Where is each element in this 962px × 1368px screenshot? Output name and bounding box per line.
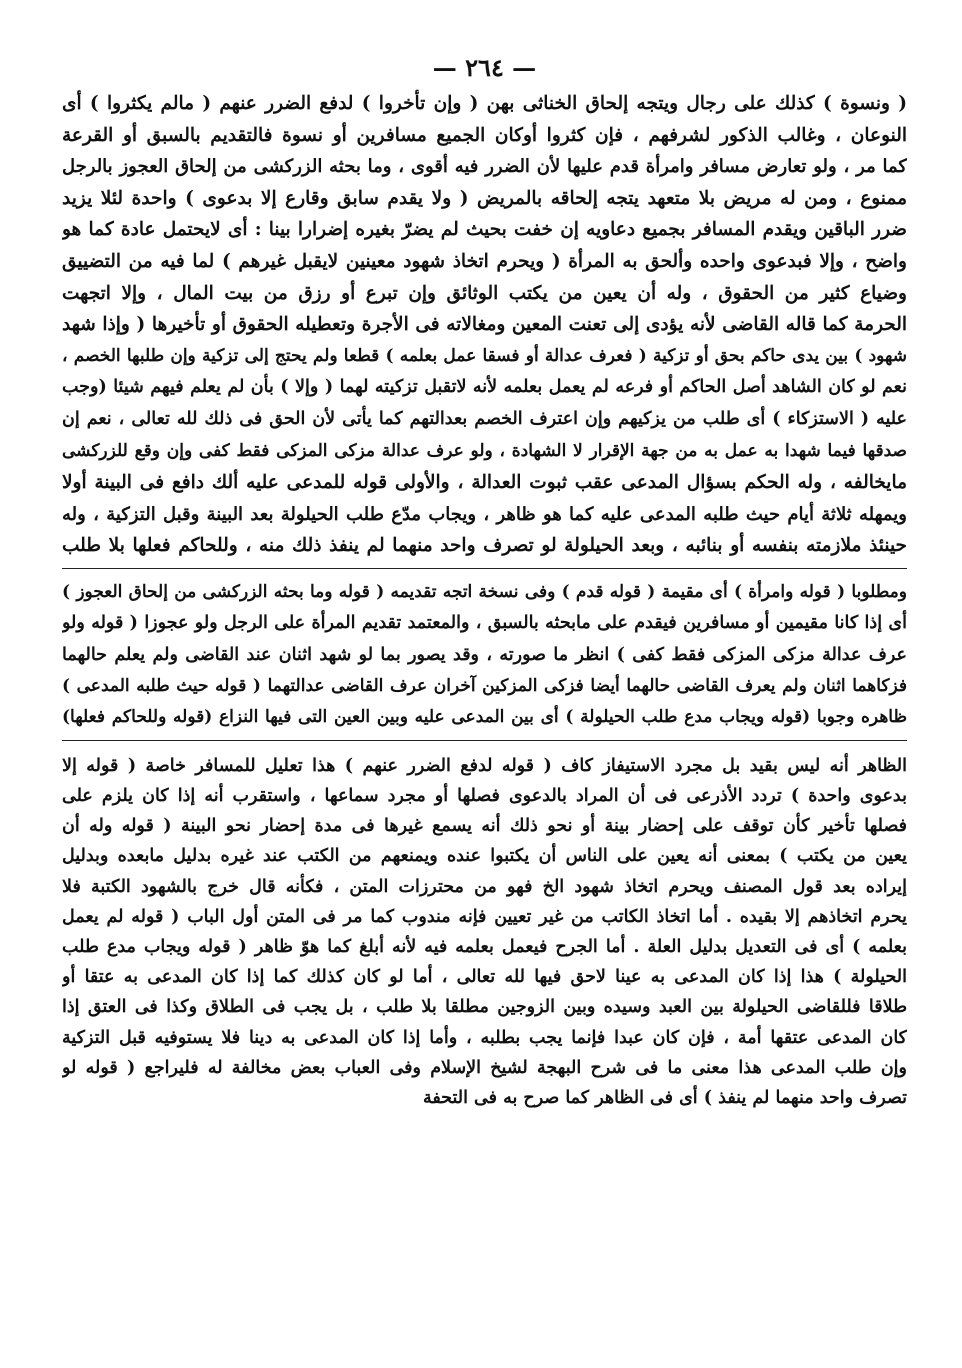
commentary-line: إيراده بعد قول المصنف ويحرم اتخاذ شهود الخ فهو من محترزات المتن ، فكأنه قال خرج بالشهود الكتبة فلا [62, 876, 907, 897]
main-text-line: ممنوع ، ومن له مريض بلا متعهد يتجه إلحاقه بالمريض ( ولا يقدم سابق وقارع إلا بدعوى ) واحدة لئلا يزيد [62, 187, 907, 209]
commentary-line: الظاهر أنه ليس بقيد بل مجرد الاستيفاز كاف ( قوله لدفع الضرر عنهم ) هذا تعليل للمسافر خاصة ( قوله إلا [62, 755, 907, 776]
main-text-line: مايخالفه ، وله الحكم بسؤال المدعى عقب ثبوت العدالة ، والأولى قوله للمدعى عليه ألك دافع فى البينة أولا [62, 472, 907, 494]
main-text-line: النوعان ، وغالب الذكور لشرفهم ، فإن كثروا أوكان الجميع مسافرين أو نسوة فالتقديم بالسبق أو القرعة [62, 124, 907, 146]
main-text-line: ويمهله ثلاثة أيام حيث طلبه المدعى عليه كما هو ظاهر ، ويجاب مدّع طلب الحيلولة بعد البينة وقبل التزكية ، وله [62, 503, 907, 525]
main-text-line: واضح ، وإلا فبدعوى واحده وألحق به المرأة ( ويحرم اتخاذ شهود معينين لايقبل غيرهم ) لما فيه من التضييق [62, 250, 907, 272]
main-text-block [62, 88, 907, 562]
page-number: — ٢٦٤ — [432, 53, 537, 82]
main-text-line: وضياع كثير من الحقوق ، وله أن يعين من يكتب الوثائق وإن تبرع أو رزق من بيت المال ، وإلا اتجهت [62, 282, 907, 304]
commentary-line: يحرم اتخاذهم إلا بقيده . أما اتخاذ الكاتب من غير تعيين فإنه مندوب كما مر فى المتن أول الباب ( قوله لم يعمل [62, 906, 907, 927]
commentary-line: ومطلوبا ( قوله وامرأة ) أى مقيمة ( قوله قدم ) وفى نسخة اتجه تقديمه ( قوله وما بحثه الزركشى من إلحاق العجوز ) [62, 581, 907, 602]
commentary-line: فزكاهما اثنان ولم يعرف القاضى حالهما أيضا فزكى المزكين آخران عرف القاضى عدالتهما ( قوله حيث طلبه المدعى ) [62, 676, 907, 697]
commentary-line: كان المدعى عتقها أمة ، فإن كان عبدا فإنما يجب بطلبه ، وأما إذا كان المدعى به دينا فلا يستوفيه قبل التزكية [62, 1027, 907, 1048]
commentary-line: ظاهره وجوبا (قوله ويجاب مدع طلب الحيلولة ) أى بين المدعى عليه وبين العين التى فيها النزاع (قوله وللحاكم فعلها) [62, 707, 907, 728]
commentary-block-1 [62, 577, 907, 734]
commentary-line: تصرف واحد منهما لم ينفذ ) أى فى الظاهر كما صرح به فى التحفة [422, 1087, 907, 1108]
commentary-divider-2 [62, 740, 907, 741]
main-text-line: شهود ) بين يدى حاكم بحق أو تزكية ( فعرف عدالة أو فسقا عمل بعلمه ) قطعا ولم يحتج إلى تزكية وإن طلبها الخصم ، [62, 345, 907, 366]
main-text-line: كما مر ، ولو تعارض مسافر وامرأة قدم عليها لأن الضرر فيه أقوى ، وما بحثه الزركشى من إلحاق العجوز بالرجل [62, 156, 907, 178]
main-text-line: حينئذ ملازمته بنفسه أو بنائبه ، وبعد الحيلولة لو تصرف واحد منهما لم ينفذ ذلك منه ، وللحاكم فعلها بلا طلب [62, 535, 907, 557]
main-text-line: صدقها فيما شهدا به عمل به من جهة الإقرار لا الشهادة ، ولو عرف عدالة مزكى المزكى فقط كفى وإن وقع للزركشى [62, 440, 907, 461]
commentary-line: بعلمه ) أى فى التعديل بدليل العلة . أما الجرح فيعمل بعلمه فيه لأنه أبلغ كما هوّ ظاهر ( قوله ويجاب مدع طلب [62, 936, 907, 957]
commentary-divider [62, 568, 907, 569]
commentary-line: بدعوى واحدة ) تردد الأذرعى فى أن المراد بالدعوى فصلها أو مجرد سماعها ، واستقرب أنه إذا كان يلزم على [62, 786, 907, 807]
commentary-line: عرف عدالة مزكى المزكى فقط كفى ) انظر ما صورته ، وقد يصور بما لو شهد اثنان عند القاضى ولم يعلم حالهما [62, 644, 907, 665]
commentary-line: وإن طلب المدعى هذا معنى ما فى شرح البهجة لشيخ الإسلام وفى العباب بعض مخالفة له فليراجع ( قوله لو [62, 1057, 907, 1078]
main-text-line: الحرمة كما قاله القاضى لأنه يؤدى إلى تعنت المعين ومغالاته فى الأجرة وتعطيله الحقوق أو تأخيرها ( وإذا شهد [62, 314, 907, 336]
commentary-line: فصلها تأخير كأن توقف على إحضار بينة أو نحو ذلك أنه يسمع غيرها فى مدة إحضار نحو البينة ( قوله وله أن [62, 816, 907, 837]
commentary-line: الحيلولة ) هذا إذا كان المدعى به عينا لاحق فيها لله تعالى ، أما لو كان كذلك كما إذا كان المدعى به عتقا أو [62, 967, 907, 988]
commentary-line: يعين من يكتب ) بمعنى أنه يعين على الناس أن يكتبوا عنده ويمنعهم من الكتب عند غيره بدليل مابعده وبدليل [62, 846, 907, 867]
commentary-line: أى إذا كانا مقيمين أو مسافرين فيقدم على مابحثه بالسبق ، والمعتمد تقديم المرأة على الرجل ولو عجوزا ( قوله ولو [62, 613, 907, 634]
commentary-block-2 [62, 751, 907, 1113]
book-page [62, 52, 907, 1113]
main-text-line: نعم لو كان الشاهد أصل الحاكم أو فرعه لم يعمل بعلمه لأنه لاتقبل تزكيته لهما ( وإلا ) بأن لم يعلم فيهم شيئا (وجب [62, 377, 907, 398]
commentary-line: طلاقا فللقاضى الحيلولة بين العبد وسيده وبين الزوجين مطلقا بلا طلب ، بل يجب فى الطلاق وكذا فى العتق إذا [62, 997, 907, 1018]
main-text-line: عليه ( الاستزكاء ) أى طلب من يزكيهم وإن اعترف الخصم بعدالتهم كما يأتى لأن الحق فى ذلك لله تعالى ، نعم إن [62, 408, 907, 429]
main-text-line: ( ونسوة ) كذلك على رجال ويتجه إلحاق الخناثى بهن ( وإن تأخروا ) لدفع الضرر عنهم ( مالم يكثروا ) أى [62, 93, 907, 114]
main-text-line: ضرر الباقين ويقدم المسافر بجميع دعاويه إن خفت بحيث لم يضرّ بغيره إضرارا بينا : أى لايحتمل عادة كما هو [62, 219, 907, 241]
